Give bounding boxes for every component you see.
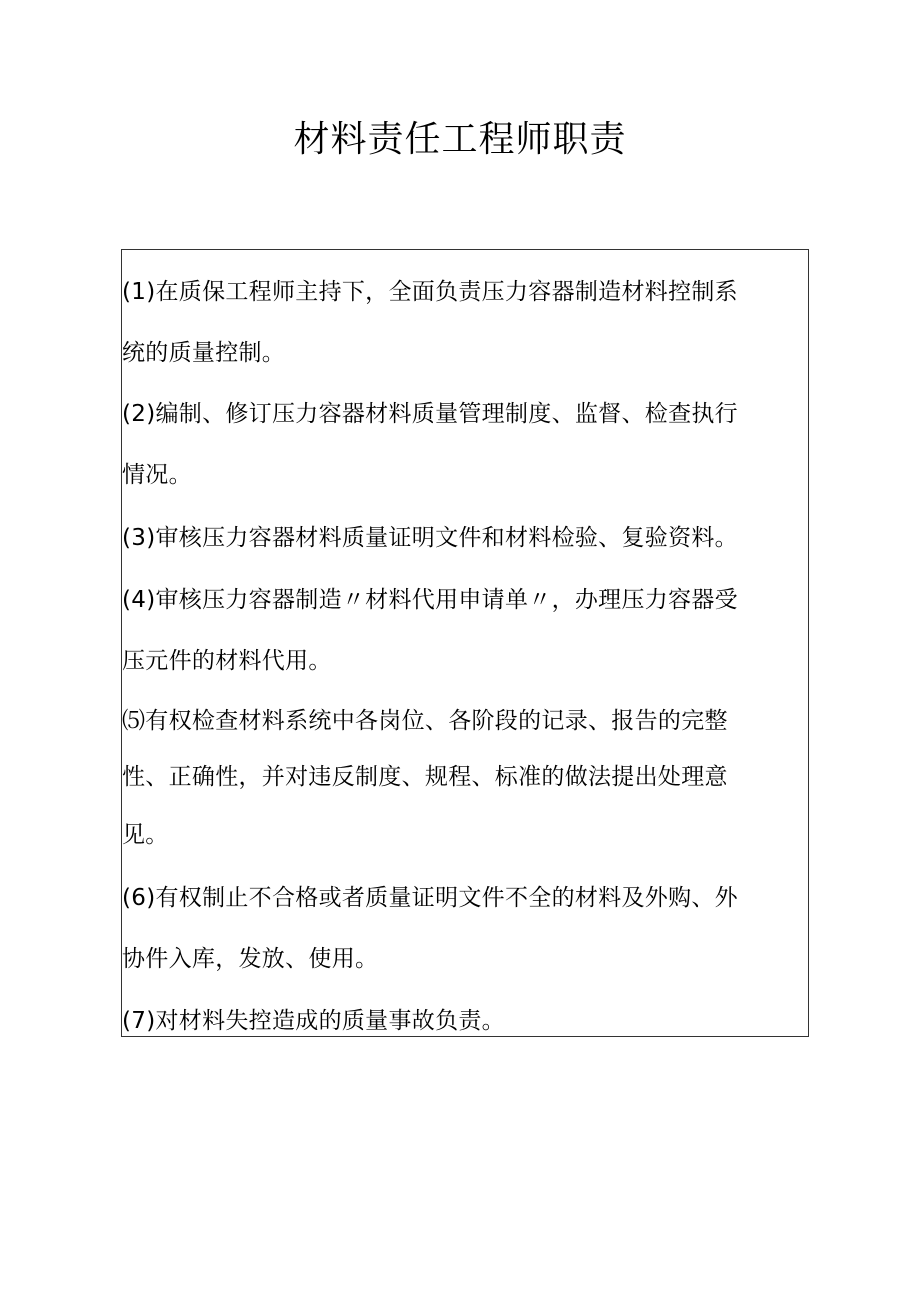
duty-4-line-1: (4)审核压力容器制造〃材料代用申请单〃，办理压力容器受 [122, 587, 738, 613]
duty-3-line-1: (3)审核压力容器材料质量证明文件和材料检验、复验资料。 [122, 525, 738, 551]
duty-6-line-1: (6)有权制止不合格或者质量证明文件不全的材料及外购、外 [122, 885, 738, 911]
page-title: 材料责任工程师职责 [293, 119, 627, 160]
duty-1-line-1: (1)在质保工程师主持下，全面负责压力容器制造材料控制系 [122, 279, 738, 305]
duty-5-line-1: ⑸有权检查材料系统中各岗位、各阶段的记录、报告的完整 [122, 708, 728, 734]
duties-box [121, 249, 809, 1037]
duty-1-line-2: 统的质量控制。 [122, 340, 286, 366]
duty-5-line-2: 性、正确性，并对违反制度、规程、标准的做法提出处理意 [122, 764, 728, 790]
duty-6-line-2: 协件入库，发放、使用。 [122, 946, 379, 972]
duty-2-line-2: 情况。 [122, 462, 192, 488]
duty-2-line-1: (2)编制、修订压力容器材料质量管理制度、监督、检查执行 [122, 401, 738, 427]
duty-7-line-1: (7)对材料失控造成的质量事故负责。 [122, 1008, 505, 1034]
duty-4-line-2: 压元件的材料代用。 [122, 648, 332, 674]
duty-5-line-3: 见。 [122, 822, 169, 848]
